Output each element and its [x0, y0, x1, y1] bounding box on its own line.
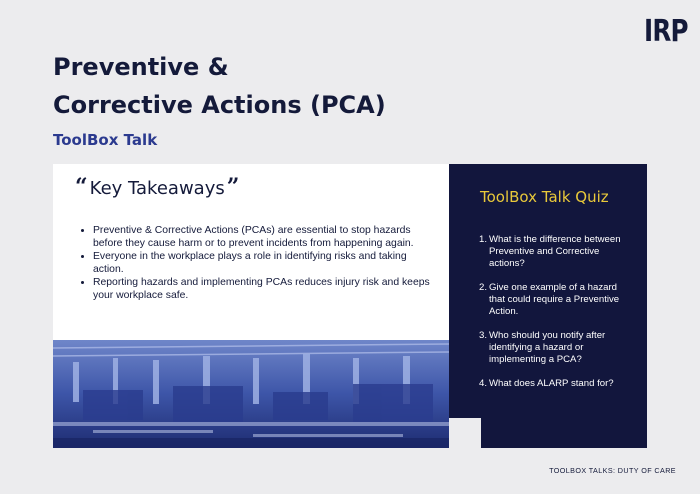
- takeaways-list: [75, 224, 438, 302]
- page-subtitle: ToolBox Talk: [53, 131, 158, 149]
- key-takeaways-card: [53, 164, 449, 448]
- list-item: [479, 234, 629, 270]
- key-takeaways-heading: [75, 174, 240, 200]
- question-number: 4.: [479, 378, 488, 389]
- title-line-1: Preventive &: [53, 53, 229, 81]
- list-item: [479, 378, 629, 390]
- list-item: • Everyone in the workplace plays a role in identifying risks and taking action.: [93, 250, 438, 276]
- list-item: • Reporting hazards and implementing PCAs reduces injury risk and keeps your workplace safe.: [93, 276, 438, 302]
- open-quote-icon: “: [75, 174, 88, 200]
- list-item: [479, 282, 629, 318]
- footer-label: TOOLBOX TALKS: DUTY OF CARE: [549, 466, 676, 475]
- question-number: 2.: [479, 282, 488, 293]
- quiz-panel-notch: [449, 418, 481, 450]
- question-text: What does ALARP stand for?: [489, 378, 614, 389]
- irp-logo: IRP: [644, 14, 688, 49]
- quiz-panel: [449, 164, 647, 448]
- quiz-heading: ToolBox Talk Quiz: [480, 188, 609, 206]
- page-title: [53, 48, 386, 124]
- list-item: [479, 330, 629, 366]
- industrial-warehouse-photo: [53, 340, 449, 448]
- quiz-questions: [479, 234, 629, 402]
- question-text: Give one example of a hazard that could require a Preventive Action.: [489, 282, 620, 317]
- question-text: Who should you notify after identifying a hazard or implementing a PCA?: [489, 330, 606, 365]
- list-item: • Preventive & Corrective Actions (PCAs) are essential to stop hazards before they cause harm or to prevent incidents from happening again.: [93, 224, 438, 250]
- question-number: 1.: [479, 234, 488, 245]
- question-number: 3.: [479, 330, 488, 341]
- question-text: What is the difference between Preventive and Corrective actions?: [489, 234, 621, 269]
- key-takeaways-heading-text: Key Takeaways: [89, 178, 225, 199]
- close-quote-icon: ”: [226, 174, 240, 200]
- title-line-2: Corrective Actions (PCA): [53, 91, 386, 119]
